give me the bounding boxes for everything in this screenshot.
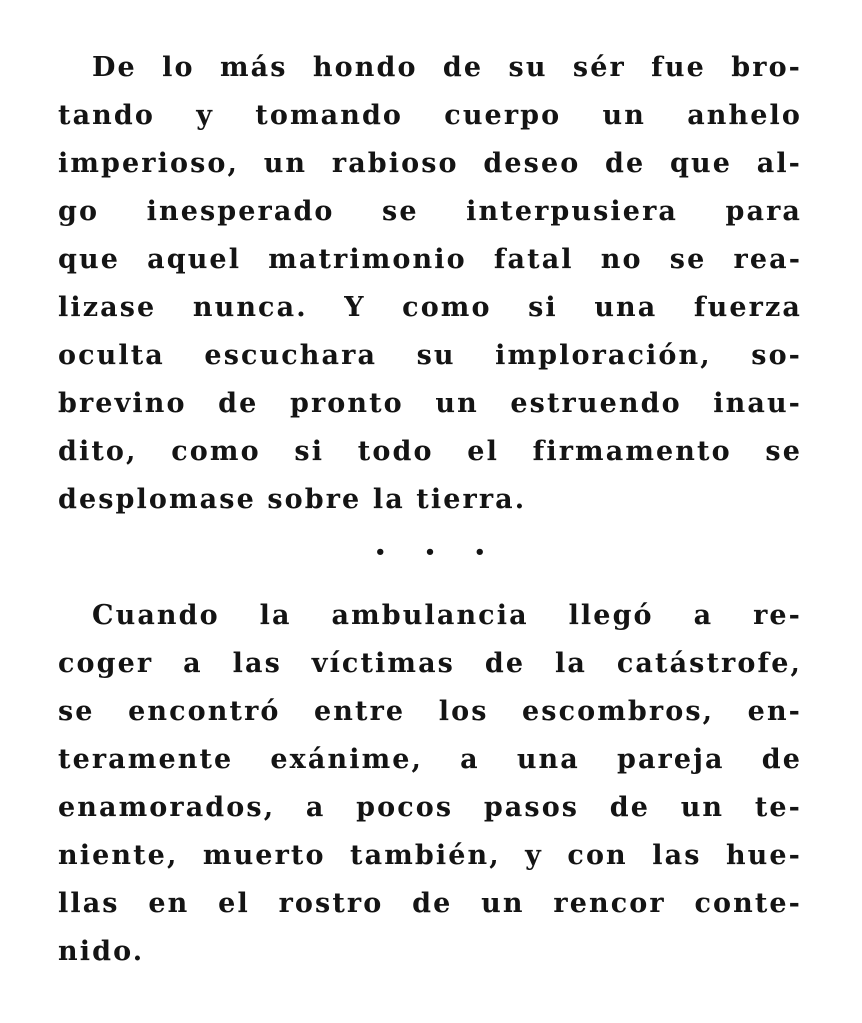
paragraph-1-line: De lo más hondo de su sér fue bro- — [92, 52, 802, 83]
paragraph-1-line: go inesperado se interpusiera para — [58, 196, 802, 227]
paragraph-2-line: Cuando la ambulancia llegó a re- — [92, 600, 802, 631]
paragraph-2-line: coger a las víctimas de la catástrofe, — [58, 648, 802, 679]
paragraph-1-line: que aquel matrimonio fatal no se rea- — [58, 244, 802, 275]
section-separator: • • • — [374, 542, 502, 563]
paragraph-2 — [58, 592, 802, 976]
paragraph-2-line: se encontró entre los escombros, en- — [58, 696, 802, 727]
paragraph-1 — [58, 44, 802, 524]
paragraph-2-line: nido. — [58, 936, 145, 967]
paragraph-1-line: desplomase sobre la tierra. — [58, 484, 527, 515]
paragraph-1-line: lizase nunca. Y como si una fuerza — [58, 292, 802, 323]
paragraph-1-line: oculta escuchara su imploración, so- — [58, 340, 802, 371]
paragraph-2-line: niente, muerto también, y con las hue- — [58, 840, 802, 871]
mid-spacer — [58, 582, 802, 592]
paragraph-1-line: dito, como si todo el firmamento se — [58, 436, 802, 467]
top-spacer — [58, 36, 802, 44]
paragraph-2-line: enamorados, a pocos pasos de un te- — [58, 792, 802, 823]
paragraph-1-line: tando y tomando cuerpo un anhelo — [58, 100, 802, 131]
paragraph-1-line: imperioso, un rabioso deseo de que al- — [58, 148, 802, 179]
paragraph-2-line: teramente exánime, a una pareja de — [58, 744, 802, 775]
paragraph-2-line: llas en el rostro de un rencor conte- — [58, 888, 802, 919]
text-column — [58, 36, 802, 976]
paragraph-1-line: brevino de pronto un estruendo inau- — [58, 388, 802, 419]
